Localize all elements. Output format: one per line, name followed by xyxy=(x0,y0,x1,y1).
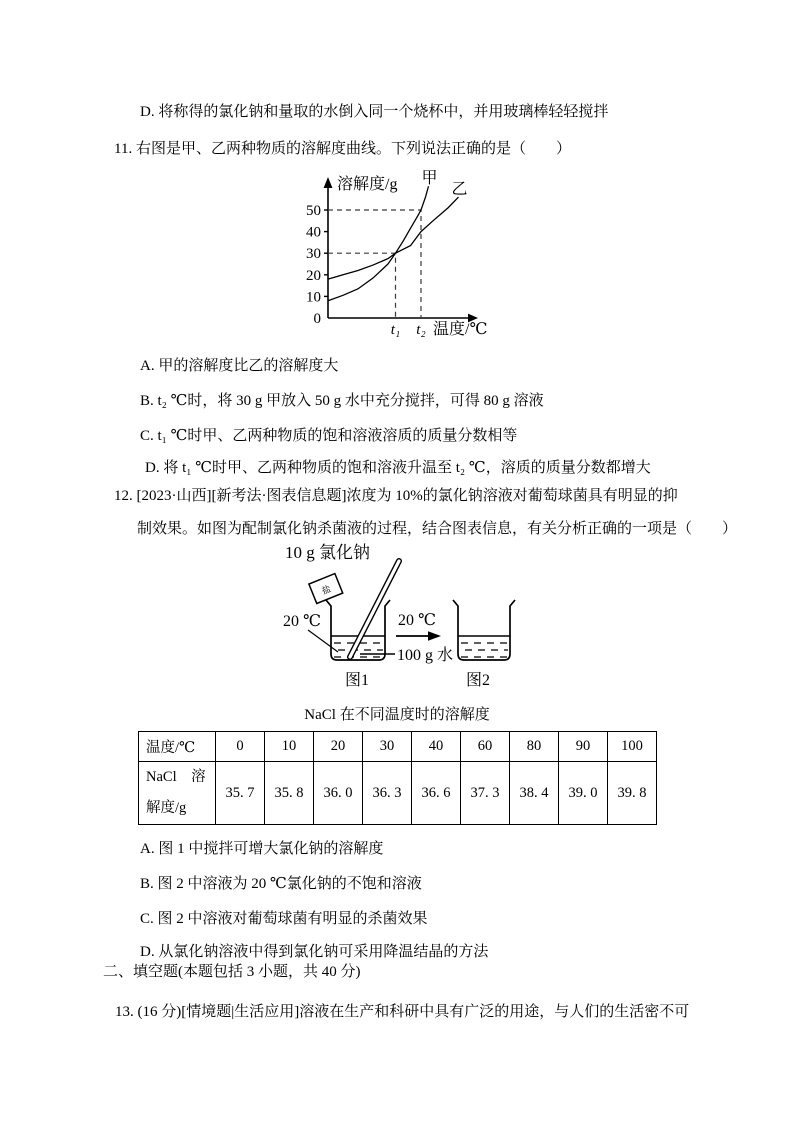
arrow-temp-label: 20 ℃ xyxy=(398,612,436,629)
y-axis-arrow-icon xyxy=(324,177,333,188)
q11-option-a: A. 甲的溶解度比乙的溶解度大 xyxy=(140,358,339,374)
temp-leader-line xyxy=(308,630,338,652)
table-cell-solubility: 37. 3 xyxy=(461,762,510,825)
q12-option-c: C. 图 2 中溶液对葡萄球菌有明显的杀菌效果 xyxy=(140,911,428,927)
q12-option-d: D. 从氯化钠溶液中得到氯化钠可采用降温结晶的方法 xyxy=(140,944,489,960)
table-cell-temperature: 30 xyxy=(363,732,412,762)
table-cell-solubility: 35. 8 xyxy=(265,762,314,825)
beaker2 xyxy=(453,600,515,660)
table-title: NaCl 在不同温度时的溶解度 xyxy=(304,707,490,723)
table-cell-solubility: 38. 4 xyxy=(510,762,559,825)
q11-option-b: B. t₂ ℃时，将 30 g 甲放入 50 g 水中充分搅拌，可得 80 g 溶液 xyxy=(140,393,544,409)
x-axis-title: 温度/℃ xyxy=(433,321,488,338)
x-tick-label: t₂ xyxy=(416,322,426,338)
table-cell-temperature: 20 xyxy=(314,732,363,762)
fig2-caption: 图2 xyxy=(465,672,491,689)
solubility-chart xyxy=(293,165,508,345)
water-amount-label: 100 g 水 xyxy=(397,647,454,664)
q11-option-c: C. t₁ ℃时甲、乙两种物质的饱和溶液溶质的质量分数相等 xyxy=(140,428,518,444)
y-axis-title: 溶解度/g xyxy=(337,176,398,193)
curve-label: 乙 xyxy=(451,181,468,199)
table-cell-solubility: 36. 3 xyxy=(363,762,412,825)
table-cell-temperature: 80 xyxy=(510,732,559,762)
beaker1 xyxy=(326,600,390,660)
q12-option-b: B. 图 2 中溶液为 20 ℃氯化钠的不饱和溶液 xyxy=(140,876,422,892)
table-cell-temperature: 0 xyxy=(216,732,265,762)
table-cell-solubility: 39. 8 xyxy=(608,762,657,825)
salt-packet-label: 盐 xyxy=(320,583,333,597)
salt-mass-label: 10 g 氯化钠 xyxy=(285,543,370,562)
q12-option-a: A. 图 1 中搅拌可增大氯化钠的溶解度 xyxy=(140,841,384,857)
q12-stem-line2: 制效果。如图为配制氯化钠杀菌液的过程，结合图表信息，有关分析正确的一项是（ ） xyxy=(137,521,738,537)
table-cell-solubility: 36. 0 xyxy=(314,762,363,825)
fig1-caption: 图1 xyxy=(344,672,370,689)
table-cell-temperature: 10 xyxy=(265,732,314,762)
q13-line1: 13. (16 分)[情境题|生活应用]溶液在生产和科研中具有广泛的用途，与人们的生活密不可 xyxy=(115,1004,690,1020)
y-tick-label: 0 xyxy=(313,311,321,327)
y-tick-label: 20 xyxy=(306,267,321,284)
table-row-header-solubility: NaCl 溶解度/g xyxy=(139,762,216,825)
q11-stem: 11. 右图是甲、乙两种物质的溶解度曲线。下列说法正确的是（ ） xyxy=(114,141,571,157)
q11-option-d: D. 将 t₁ ℃时甲、乙两种物质的饱和溶液升温至 t₂ ℃，溶质的质量分数都增大 xyxy=(145,460,651,476)
y-tick-label: 50 xyxy=(306,203,321,219)
y-tick-label: 40 xyxy=(306,224,321,241)
process-arrow-icon xyxy=(396,631,441,640)
q10-option-d: D. 将称得的氯化钠和量取的水倒入同一个烧杯中，并用玻璃棒轻轻搅拌 xyxy=(140,104,609,120)
y-tick-label: 10 xyxy=(306,289,321,306)
table-cell-temperature: 100 xyxy=(608,732,657,762)
preparation-diagram xyxy=(255,535,555,695)
table-cell-temperature: 60 xyxy=(461,732,510,762)
y-tick-label: 30 xyxy=(306,246,321,263)
beaker1-temp-label: 20 ℃ xyxy=(283,613,321,630)
curve-label: 甲 xyxy=(421,170,438,188)
x-tick-label: t₁ xyxy=(390,322,401,338)
section2-header: 二、填空题(本题包括 3 小题，共 40 分) xyxy=(103,964,361,980)
salt-packet xyxy=(309,574,343,604)
curve-乙 xyxy=(328,197,459,279)
q12-stem-line1: 12. [2023·山西][新考法·图表信息题]浓度为 10%的氯化钠溶液对葡萄球菌具有明显的抑 xyxy=(114,488,678,504)
solubility-table xyxy=(138,731,657,825)
table-cell-solubility: 39. 0 xyxy=(559,762,608,825)
table-row-header-temperature: 温度/℃ xyxy=(139,732,216,762)
curve-甲 xyxy=(328,186,429,300)
table-cell-solubility: 36. 6 xyxy=(412,762,461,825)
table-cell-solubility: 35. 7 xyxy=(216,762,265,825)
table-cell-temperature: 40 xyxy=(412,732,461,762)
table-cell-temperature: 90 xyxy=(559,732,608,762)
